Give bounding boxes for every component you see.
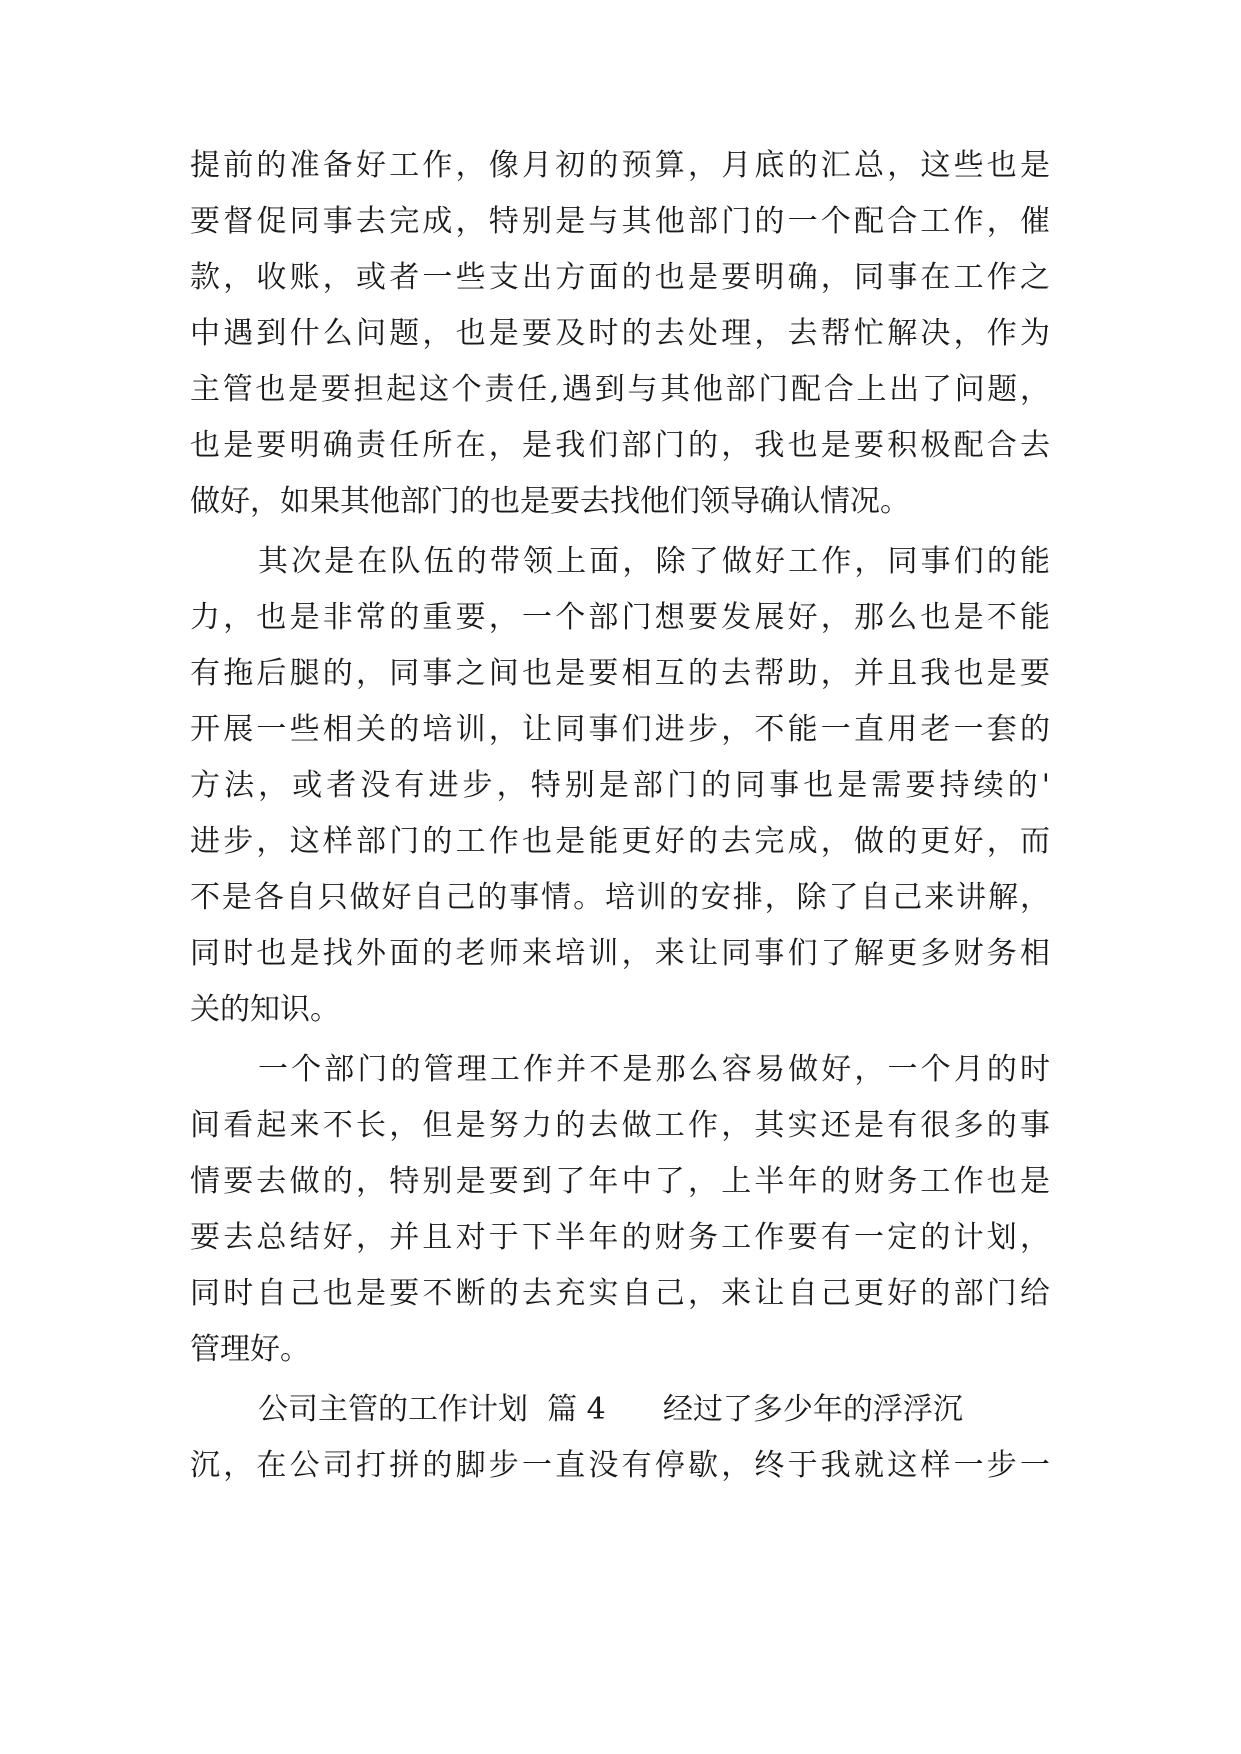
text-line: 方法，或者没有进步，特别是部门的同事也是需要持续的' xyxy=(190,768,1050,803)
text-line: 开展一些相关的培训，让同事们进步，不能一直用老一套的 xyxy=(190,712,1050,747)
text-line: 有拖后腿的，同事之间也是要相互的去帮助，并且我也是要 xyxy=(190,656,1050,691)
text-line: 主管也是要担起这个责任,遇到与其他部门配合上出了问题， xyxy=(190,372,1050,407)
text-line: 力，也是非常的重要，一个部门想要发展好，那么也是不能 xyxy=(190,600,1050,635)
text-line: 同时也是找外面的老师来培训，来让同事们了解更多财务相 xyxy=(190,936,1050,971)
section-heading-line: 公司主管的工作计划 篇 4 经过了多少年的浮浮沉 xyxy=(258,1392,963,1427)
text-line: 要去总结好，并且对于下半年的财务工作要有一定的计划， xyxy=(190,1220,1050,1255)
text-line: 关的知识。 xyxy=(190,992,340,1027)
text-line: 管理好。 xyxy=(190,1332,310,1367)
text-line: 也是要明确责任所在，是我们部门的，我也是要积极配合去 xyxy=(190,428,1050,463)
text-line: 中遇到什么问题，也是要及时的去处理，去帮忙解决，作为 xyxy=(190,316,1050,351)
text-line: 沉，在公司打拼的脚步一直没有停歇，终于我就这样一步一 xyxy=(190,1448,1050,1483)
text-line: 间看起来不长，但是努力的去做工作，其实还是有很多的事 xyxy=(190,1108,1050,1143)
paragraph-first-line: 其次是在队伍的带领上面，除了做好工作，同事们的能 xyxy=(258,544,1050,579)
text-line: 提前的准备好工作，像月初的预算，月底的汇总，这些也是 xyxy=(190,148,1050,183)
text-line: 要督促同事去完成，特别是与其他部门的一个配合工作，催 xyxy=(190,204,1050,239)
text-line: 做好，如果其他部门的也是要去找他们领导确认情况。 xyxy=(190,484,910,519)
text-line: 进步，这样部门的工作也是能更好的去完成，做的更好，而 xyxy=(190,824,1050,859)
paragraph-first-line: 一个部门的管理工作并不是那么容易做好，一个月的时 xyxy=(258,1052,1050,1087)
text-line: 同时自己也是要不断的去充实自己，来让自己更好的部门给 xyxy=(190,1276,1050,1311)
text-line: 款，收账，或者一些支出方面的也是要明确，同事在工作之 xyxy=(190,260,1050,295)
text-line: 不是各自只做好自己的事情。培训的安排，除了自己来讲解， xyxy=(190,880,1050,915)
text-line: 情要去做的，特别是要到了年中了，上半年的财务工作也是 xyxy=(190,1164,1050,1199)
